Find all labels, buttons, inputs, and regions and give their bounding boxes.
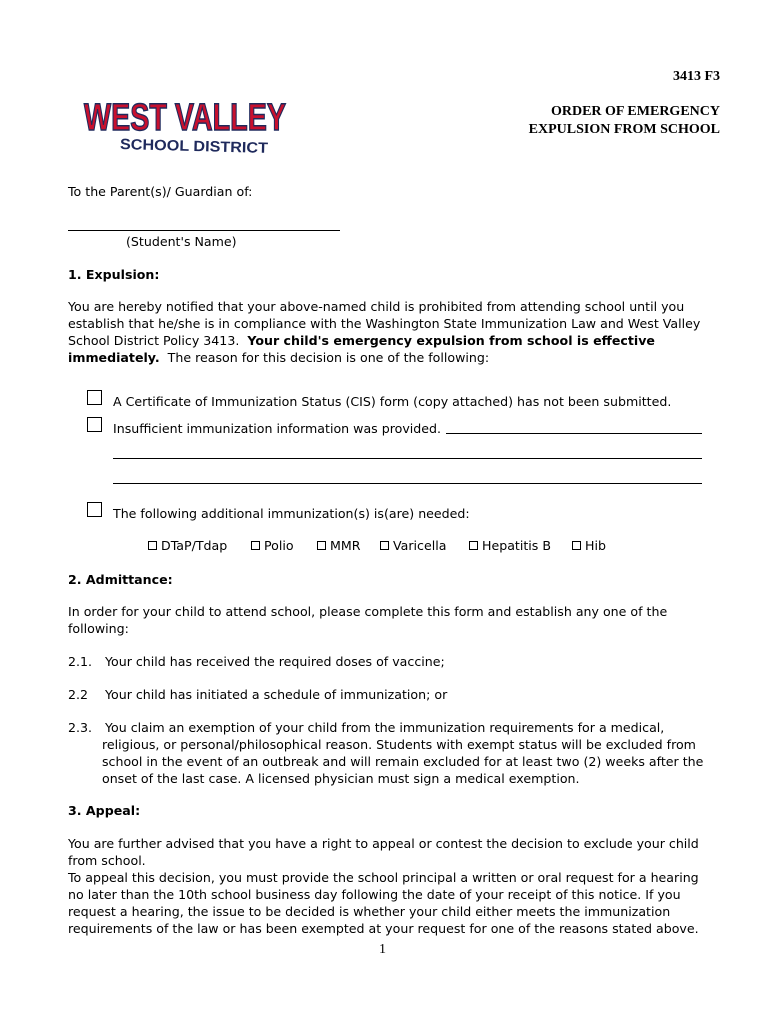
section1-paragraph: You are hereby notified that your above-named child is prohibited from attending school until you establish that he/she is in compliance with the Washington State Immunization Law and West Valley School District Policy 3413. Your child's emergency expulsion from school is effective immediately. The reason for this decision is one of the following: bbox=[68, 299, 701, 365]
section1-heading: 1. Expulsion: bbox=[68, 267, 160, 282]
checkbox-cis[interactable] bbox=[87, 390, 102, 405]
item-2-1-text: Your child has received the required doses of vaccine; bbox=[105, 654, 445, 669]
form-number: 3413 F3 bbox=[672, 69, 720, 84]
student-name-line[interactable] bbox=[68, 230, 340, 231]
item-2-2-number: 2.2 bbox=[68, 687, 89, 702]
option-cis-label: A Certificate of Immunization Status (CIS) form (copy attached) has not been submitted. bbox=[113, 394, 672, 409]
section2-heading: 2. Admittance: bbox=[68, 572, 173, 587]
addressee-label: To the Parent(s)/ Guardian of: bbox=[68, 184, 253, 199]
option-additional-label: The following additional immunization(s) is(are) needed: bbox=[113, 506, 470, 521]
item-2-2-text: Your child has initiated a schedule of immunization; or bbox=[105, 687, 448, 702]
form-title-line1: ORDER OF EMERGENCY bbox=[550, 104, 720, 119]
immunization-hepatitis-b[interactable]: Hepatitis B bbox=[469, 537, 551, 554]
item-2-1-number: 2.1. bbox=[68, 654, 93, 669]
checkbox-hib[interactable] bbox=[572, 541, 581, 550]
checkbox-varicella[interactable] bbox=[380, 541, 389, 550]
insufficient-line-1[interactable] bbox=[446, 433, 702, 434]
item-2-3-text: You claim an exemption of your child from the immunization requirements for a medical, bbox=[105, 720, 665, 735]
checkbox-insufficient[interactable] bbox=[87, 417, 102, 432]
section3-paragraph: You are further advised that you have a right to appeal or contest the decision to exclude your child from school. To appeal this decision, you must provide the school principal a written or oral request for a hearing no later than the 10th school business day following the date of your receipt of this notice. If you request a hearing, the issue to be decided is whether your child either meets the immunization requirements of the law or has been exempted at your request for one of the reasons stated above. bbox=[68, 836, 699, 936]
item-2-3-number: 2.3. bbox=[68, 720, 93, 735]
page-number: 1 bbox=[379, 942, 386, 957]
form-title-line2: EXPULSION FROM SCHOOL bbox=[528, 122, 720, 137]
section2-intro: In order for your child to attend school, please complete this form and establish any one of the following: bbox=[68, 604, 668, 636]
checkbox-polio[interactable] bbox=[251, 541, 260, 550]
checkbox-hepatitis-b[interactable] bbox=[469, 541, 478, 550]
insufficient-line-2[interactable] bbox=[113, 458, 702, 459]
immunization-mmr[interactable]: MMR bbox=[317, 537, 360, 554]
checkbox-dtap[interactable] bbox=[148, 541, 157, 550]
insufficient-line-3[interactable] bbox=[113, 483, 702, 484]
checkbox-additional[interactable] bbox=[87, 502, 102, 517]
immunization-hib[interactable]: Hib bbox=[572, 537, 606, 554]
logo-line1: WEST VALLEY bbox=[84, 97, 286, 139]
section3-heading: 3. Appeal: bbox=[68, 803, 141, 818]
immunization-varicella[interactable]: Varicella bbox=[380, 537, 446, 554]
student-name-caption: (Student's Name) bbox=[126, 234, 237, 249]
option-insufficient-label: Insufficient immunization information was provided. bbox=[113, 421, 442, 436]
immunization-polio[interactable]: Polio bbox=[251, 537, 294, 554]
district-logo bbox=[82, 96, 288, 156]
logo-line2: SCHOOL DISTRICT bbox=[119, 136, 258, 157]
immunization-dtap[interactable]: DTaP/Tdap bbox=[148, 537, 227, 554]
item-2-3-continuation: religious, or personal/philosophical reason. Students with exempt status will be excluded from school in the event of an outbreak and will remain excluded for at least two (2) weeks after the onset of the last case. A licensed physician must sign a medical exemption. bbox=[102, 737, 704, 786]
checkbox-mmr[interactable] bbox=[317, 541, 326, 550]
